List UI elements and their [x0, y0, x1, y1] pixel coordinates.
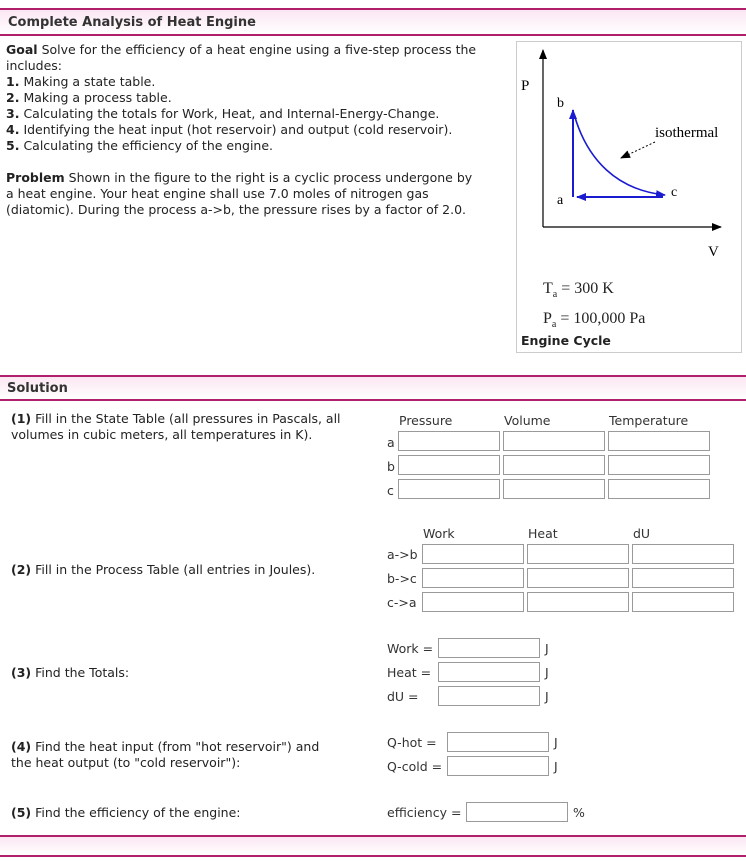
- state-c-volume-input[interactable]: [503, 479, 605, 499]
- point-c-label: c: [671, 185, 678, 200]
- q4-text: Find the heat input (from "hot reservoir") and: [35, 739, 320, 754]
- total-work-unit: J: [545, 641, 549, 656]
- state-b-pressure-input[interactable]: [398, 455, 500, 475]
- pa-readout: [543, 310, 645, 334]
- q4-line1: [11, 739, 319, 755]
- goal-step-3: [6, 106, 439, 122]
- process-ab-du-input[interactable]: [632, 544, 734, 564]
- q3-text: [11, 665, 129, 681]
- state-a-temperature-input[interactable]: [608, 431, 710, 451]
- efficiency-input[interactable]: [466, 802, 568, 822]
- q-hot-input[interactable]: [447, 732, 549, 752]
- q4-line2: the heat output (to "cold reservoir"):: [11, 755, 241, 770]
- state-col-volume: Volume: [504, 413, 551, 428]
- isothermal-label: isothermal: [655, 125, 719, 141]
- total-work-label: Work =: [387, 641, 434, 656]
- total-work-input[interactable]: [438, 638, 540, 658]
- process-bc-heat-input[interactable]: [527, 568, 629, 588]
- state-col-temperature: Temperature: [609, 413, 689, 428]
- goal-label: Goal: [6, 42, 38, 57]
- step-text: Making a state table.: [23, 74, 156, 89]
- state-b-temperature-input[interactable]: [608, 455, 710, 475]
- process-col-heat: Heat: [528, 526, 558, 541]
- state-c-temperature-input[interactable]: [608, 479, 710, 499]
- problem-text-1: Shown in the figure to the right is a cyclic process undergone by: [68, 170, 473, 185]
- process-col-work: Work: [423, 526, 455, 541]
- q5-text: [11, 805, 241, 821]
- q2-num: (2): [11, 562, 32, 577]
- q4-num: (4): [11, 739, 32, 754]
- state-col-pressure: Pressure: [399, 413, 453, 428]
- process-row-bc-label: b->c: [387, 571, 417, 586]
- figure-caption: Engine Cycle: [521, 333, 611, 348]
- q5-label: Find the efficiency of the engine:: [35, 805, 241, 820]
- point-a-label: a: [557, 193, 564, 208]
- step-num: 2.: [6, 90, 20, 105]
- q2-label: Fill in the Process Table (all entries in Joules).: [35, 562, 316, 577]
- step-num: 5.: [6, 138, 20, 153]
- q-cold-input[interactable]: [447, 756, 549, 776]
- process-ca-du-input[interactable]: [632, 592, 734, 612]
- step-num: 1.: [6, 74, 20, 89]
- total-heat-unit: J: [545, 665, 549, 680]
- state-row-a-label: a: [387, 435, 395, 450]
- state-b-volume-input[interactable]: [503, 455, 605, 475]
- problem-label: Problem: [6, 170, 65, 185]
- step-text: Calculating the efficiency of the engine.: [23, 138, 274, 153]
- ta-readout: [543, 280, 614, 304]
- goal-text-1: Solve for the efficiency of a heat engine using a five-step process the: [41, 42, 477, 57]
- total-heat-input[interactable]: [438, 662, 540, 682]
- goal-step-2: [6, 90, 172, 106]
- problem-line1: [6, 170, 472, 186]
- pa-subscript: a: [551, 319, 557, 331]
- q1-line2: volumes in cubic meters, all temperatures in K).: [11, 427, 313, 442]
- state-row-c-label: c: [387, 483, 394, 498]
- process-row-ab-label: a->b: [387, 547, 418, 562]
- state-a-pressure-input[interactable]: [398, 431, 500, 451]
- process-row-ca-label: c->a: [387, 595, 417, 610]
- problem-line2: a heat engine. Your heat engine shall use 7.0 moles of nitrogen gas: [6, 186, 429, 201]
- footer-band: [0, 835, 746, 857]
- efficiency-unit: %: [573, 805, 585, 820]
- step-text: Making a process table.: [23, 90, 172, 105]
- q1-line1: [11, 411, 341, 427]
- efficiency-label: efficiency =: [387, 805, 462, 820]
- process-ca-work-input[interactable]: [422, 592, 524, 612]
- ta-symbol: T: [543, 280, 553, 297]
- point-b-label: b: [557, 96, 564, 111]
- ta-subscript: a: [552, 289, 558, 301]
- q-hot-unit: J: [554, 735, 558, 750]
- solution-band: [0, 375, 746, 401]
- solution-divider: [0, 399, 746, 400]
- goal-line1: [6, 42, 476, 58]
- state-c-pressure-input[interactable]: [398, 479, 500, 499]
- total-du-label: dU =: [387, 689, 419, 704]
- q-hot-label: Q-hot =: [387, 735, 437, 750]
- isothermal-pointer: [621, 142, 655, 158]
- total-du-unit: J: [545, 689, 549, 704]
- process-ca-heat-input[interactable]: [527, 592, 629, 612]
- process-ab-work-input[interactable]: [422, 544, 524, 564]
- q5-num: (5): [11, 805, 32, 820]
- step-text: Calculating the totals for Work, Heat, and Internal-Energy-Change.: [23, 106, 440, 121]
- q3-num: (3): [11, 665, 32, 680]
- pv-diagram: [517, 42, 741, 282]
- process-bc-du-input[interactable]: [632, 568, 734, 588]
- goal-step-1: [6, 74, 155, 90]
- q-cold-label: Q-cold =: [387, 759, 443, 774]
- process-b-c-isothermal: [574, 114, 665, 195]
- pa-symbol: P: [543, 310, 552, 327]
- solution-title: Solution: [7, 381, 68, 396]
- total-du-input[interactable]: [438, 686, 540, 706]
- state-row-b-label: b: [387, 459, 395, 474]
- engine-cycle-figure: [516, 41, 742, 353]
- q-cold-unit: J: [554, 759, 558, 774]
- process-col-du: dU: [633, 526, 651, 541]
- p-axis-label: P: [521, 78, 530, 94]
- q1-text: Fill in the State Table (all pressures in Pascals, all: [35, 411, 341, 426]
- q3-label: Find the Totals:: [35, 665, 130, 680]
- goal-step-4: [6, 122, 452, 138]
- header-band: [0, 8, 746, 36]
- ta-value: = 300 K: [561, 280, 614, 297]
- problem-line3: (diatomic). During the process a->b, the pressure rises by a factor of 2.0.: [6, 202, 467, 217]
- total-heat-label: Heat =: [387, 665, 432, 680]
- step-text: Identifying the heat input (hot reservoir) and output (cold reservoir).: [23, 122, 453, 137]
- step-num: 3.: [6, 106, 20, 121]
- process-bc-work-input[interactable]: [422, 568, 524, 588]
- v-axis-label: V: [708, 244, 719, 260]
- goal-step-5: [6, 138, 273, 154]
- page-title: Complete Analysis of Heat Engine: [8, 15, 256, 30]
- step-num: 4.: [6, 122, 20, 137]
- q1-num: (1): [11, 411, 32, 426]
- pa-value: = 100,000 Pa: [560, 310, 646, 327]
- goal-line2: includes:: [6, 58, 63, 73]
- process-ab-heat-input[interactable]: [527, 544, 629, 564]
- state-a-volume-input[interactable]: [503, 431, 605, 451]
- q2-text: [11, 562, 315, 578]
